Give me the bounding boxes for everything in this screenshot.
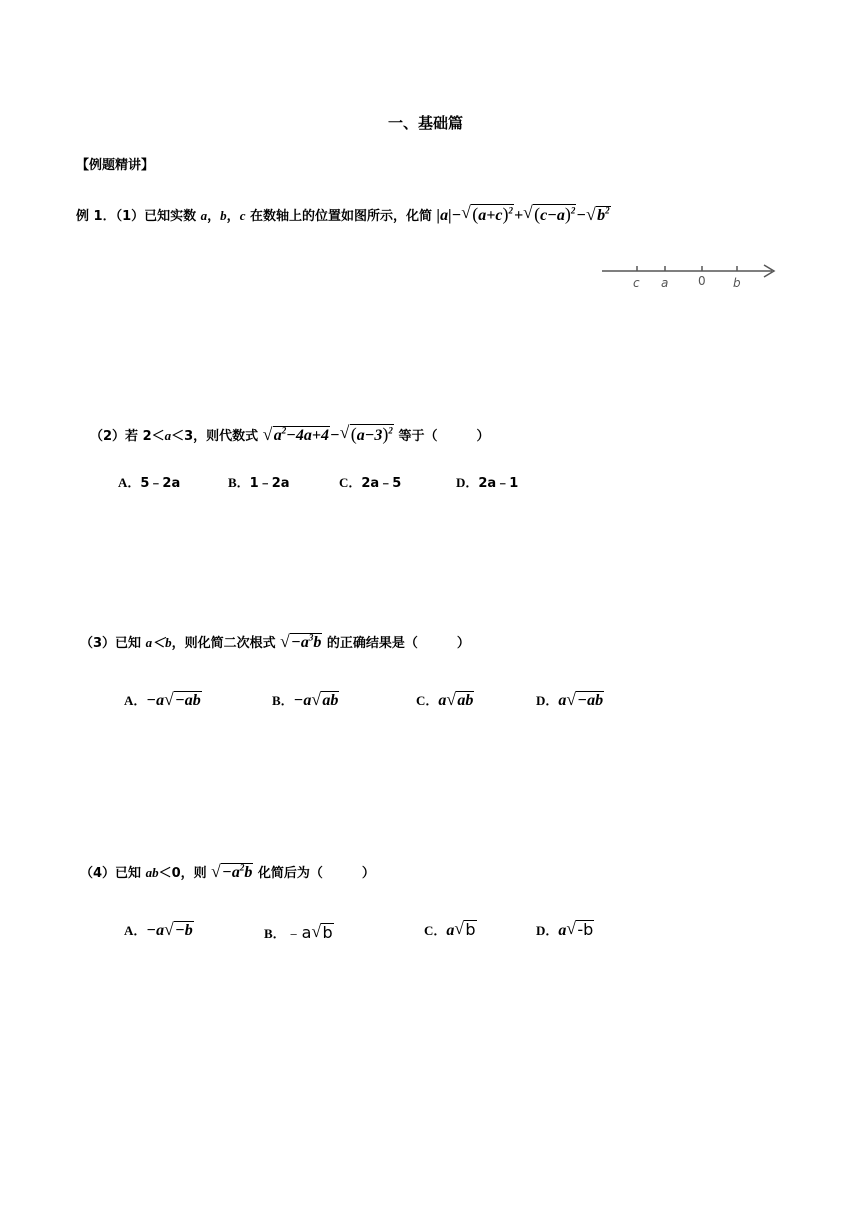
q3-condition: a＜b [145, 635, 172, 650]
q2-var: a [164, 428, 172, 443]
q3-mid: ，则化简二次根式 [171, 636, 276, 651]
q3-prefix: （3）已知 [80, 636, 146, 651]
q2-option-b[interactable]: B．1﹣2a [228, 475, 290, 491]
comma: ， [226, 209, 240, 224]
q4-option-a[interactable]: A．−a √ −b [124, 919, 193, 939]
q2-line [90, 424, 489, 445]
example1-line [76, 204, 611, 225]
q4-option-b[interactable]: B．﹣a √ b [264, 921, 333, 942]
q4-line [80, 862, 375, 882]
q2-prefix: （2）若 2＜ [90, 429, 165, 444]
q3-option-c[interactable]: C．a √ ab [416, 689, 474, 709]
q2-mid: ＜3，则代数式 [171, 429, 259, 444]
q3-radical: √ $-a^3b$ [280, 631, 322, 651]
q2-option-d[interactable]: D．2a﹣1 [456, 475, 519, 491]
example1-prefix: 例 1．（1）已知实数 [76, 209, 201, 224]
simplify-expression: |a|− √ $(a+c)^2+$ √ $(c-a)^2-$ √ $b^2$ [436, 202, 610, 224]
comma: ， [207, 209, 221, 224]
number-line-diagram [598, 260, 780, 294]
q2-option-a[interactable]: A．5﹣2a [118, 475, 181, 491]
page-heading: 一、基础篇 [388, 114, 464, 132]
q3-line [80, 632, 470, 652]
q3-option-b[interactable]: B．−a √ ab [272, 689, 339, 709]
label-a: a [661, 276, 669, 290]
label-c: c [633, 276, 640, 290]
q4-condition-tail: ＜0，则 [158, 866, 207, 881]
var-c: c [239, 208, 246, 223]
label-b: b [733, 276, 741, 290]
q4-option-d[interactable]: D．a √ -b [536, 918, 594, 939]
label-0: 0 [698, 274, 706, 288]
q2-option-c[interactable]: C．2a﹣5 [339, 475, 402, 491]
q2-suffix: 等于（ ） [398, 429, 490, 444]
q3-suffix: 的正确结果是（ ） [326, 636, 470, 651]
section-label: 【例题精讲】 [76, 158, 155, 173]
q2-expression: √ $a^2-4a+4-$ √ $(a-3)^2$ [262, 422, 393, 444]
var-b: b [220, 208, 227, 223]
q4-condition: ab [145, 865, 159, 880]
q4-option-c[interactable]: C．a √ b [424, 918, 476, 939]
q4-suffix: 化简后为（ ） [257, 866, 375, 881]
q3-option-a[interactable]: A．−a √ −ab [124, 689, 201, 709]
q4-prefix: （4）已知 [80, 866, 146, 881]
q3-option-d[interactable]: D．a √ −ab [536, 689, 604, 709]
example1-mid: 在数轴上的位置如图所示，化简 [245, 209, 432, 224]
q4-radical: √ $-a^2b$ [211, 861, 253, 881]
var-a: a [200, 208, 208, 223]
